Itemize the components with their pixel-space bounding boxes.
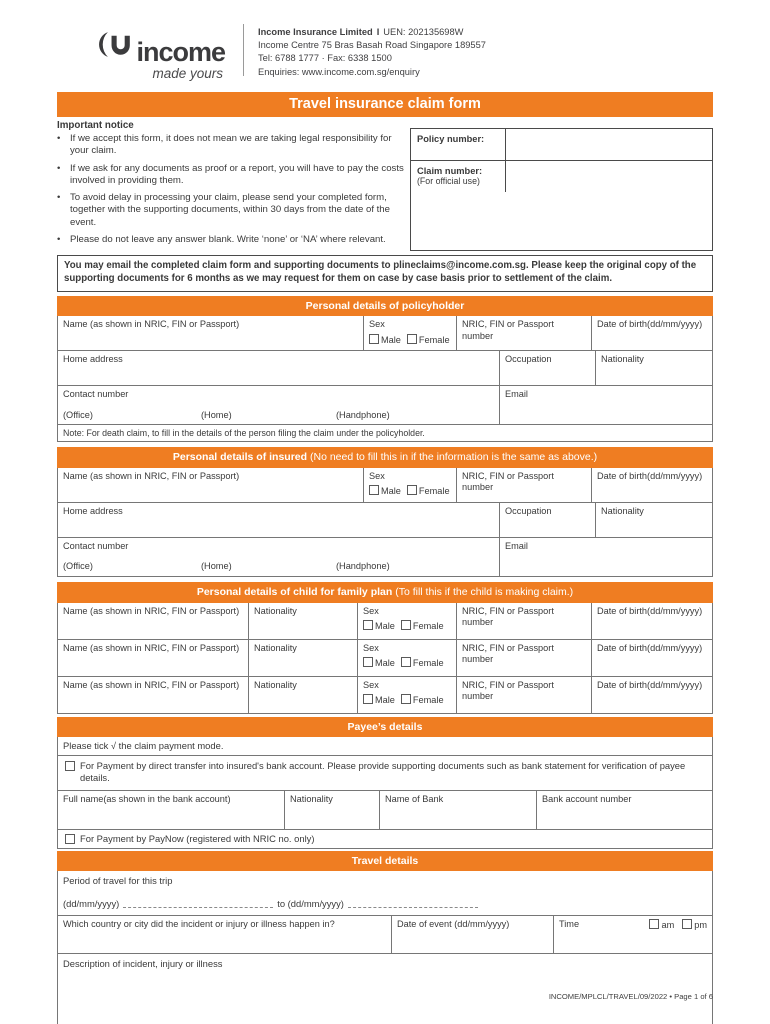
nric-label: NRIC, FIN or Passport number xyxy=(462,319,554,341)
logo-tagline: made yours xyxy=(152,66,223,81)
section-payee xyxy=(57,717,713,849)
child-row xyxy=(58,639,712,676)
nationality-label: Nationality xyxy=(601,505,644,516)
company-name: Income Insurance Limited xyxy=(258,27,373,37)
section-title: Travel details xyxy=(351,854,419,867)
email-field[interactable] xyxy=(499,386,712,424)
notice-bullet-text: If we ask for any documents as proof or a report, you will have to pay the costs involved in providing them. xyxy=(70,162,404,186)
home-address-label: Home address xyxy=(63,354,123,365)
sex-label: Sex xyxy=(369,470,385,481)
section-travel-header xyxy=(57,851,713,872)
notice-bullet xyxy=(57,234,409,246)
female-checkbox[interactable] xyxy=(401,657,411,667)
male-label: Male xyxy=(375,695,395,705)
incident-description-field[interactable] xyxy=(58,954,712,1024)
policyholder-contact-row xyxy=(58,385,712,424)
logo-wordmark: income xyxy=(136,37,225,68)
dob-field[interactable] xyxy=(591,603,712,639)
event-date-field[interactable] xyxy=(391,916,553,953)
policy-number-row xyxy=(411,129,712,161)
bank-account-field[interactable] xyxy=(536,791,712,829)
policyholder-note-row xyxy=(58,424,712,441)
dob-field[interactable] xyxy=(591,640,712,676)
payment-mode-instruction: Please tick √ the claim payment mode. xyxy=(63,740,224,752)
male-checkbox[interactable] xyxy=(363,657,373,667)
incident-location-row xyxy=(58,915,712,953)
office-label: (Office) xyxy=(63,409,93,420)
bank-fullname-label: Full name(as shown in the bank account) xyxy=(63,793,231,804)
bullet-icon: • xyxy=(57,192,61,204)
direct-transfer-label: For Payment by direct transfer into insured's bank account. Please provide supporting documents such as bank statement for verification of payee details. xyxy=(80,760,686,784)
dob-label: Date of birth(dd/mm/yyyy) xyxy=(597,679,703,690)
nationality-field[interactable] xyxy=(595,351,712,385)
income-logo-icon xyxy=(94,30,132,64)
nationality-label: Nationality xyxy=(254,642,297,653)
incident-country-label: Which country or city did the incident or injury or illness happen in? xyxy=(63,919,335,930)
section-child xyxy=(57,582,713,714)
handphone-label: (Handphone) xyxy=(336,409,390,420)
nationality-field[interactable] xyxy=(595,503,712,537)
payee-nationality-field[interactable] xyxy=(284,791,379,829)
contact-number-label: Contact number xyxy=(63,540,129,551)
to-date-format-label: to (dd/mm/yyyy) xyxy=(277,898,344,910)
office-label: (Office) xyxy=(63,561,93,572)
end-date-blank[interactable] xyxy=(348,898,478,908)
event-time-field[interactable] xyxy=(553,916,712,953)
notice-bullet xyxy=(57,192,409,229)
nric-field[interactable] xyxy=(456,677,591,713)
female-label: Female xyxy=(418,486,450,497)
male-label: Male xyxy=(375,621,395,631)
travel-period-row xyxy=(58,871,712,915)
email-field[interactable] xyxy=(499,538,712,576)
male-checkbox[interactable] xyxy=(363,620,373,630)
home-address-field[interactable] xyxy=(58,503,499,537)
home-address-label: Home address xyxy=(63,505,123,516)
sex-label: Sex xyxy=(369,319,385,330)
sex-field xyxy=(363,468,456,502)
section-title: Payee’s details xyxy=(347,720,423,733)
section-title: Personal details of child for family plan xyxy=(196,585,393,598)
female-label: Female xyxy=(412,695,444,705)
name-label: Name (as shown in NRIC, FIN or Passport) xyxy=(63,319,240,330)
start-date-blank[interactable] xyxy=(123,898,273,908)
handphone-label: (Handphone) xyxy=(336,561,390,572)
name-field[interactable] xyxy=(58,603,248,639)
nationality-label: Nationality xyxy=(254,679,297,690)
female-label: Female xyxy=(412,621,444,631)
home-address-field[interactable] xyxy=(58,351,499,385)
male-label: Male xyxy=(375,658,395,668)
section-child-header xyxy=(57,582,713,603)
sex-field xyxy=(357,603,456,639)
email-instruction-box: You may email the completed claim form and supporting documents to plineclaims@income.com.sg. Please keep the original copy of the supporting documents for 6 months as we may request for them on case by case basis prior to settlement of the claim. xyxy=(57,255,713,292)
sex-field xyxy=(357,640,456,676)
female-checkbox[interactable] xyxy=(401,620,411,630)
section-insured-header xyxy=(57,447,713,468)
nric-label: NRIC, FIN or Passport number xyxy=(462,605,554,627)
event-date-label: Date of event (dd/mm/yyyy) xyxy=(397,919,510,930)
official-use-box xyxy=(410,128,713,251)
sex-label: Sex xyxy=(363,642,379,653)
notice-bullet xyxy=(57,163,409,188)
child-row xyxy=(58,676,712,713)
name-field[interactable] xyxy=(58,316,363,350)
time-label: Time xyxy=(559,919,580,930)
policy-number-field[interactable] xyxy=(506,129,712,160)
male-checkbox[interactable] xyxy=(363,694,373,704)
home-label: (Home) xyxy=(201,561,232,572)
sex-label: Sex xyxy=(363,605,379,616)
am-label: am xyxy=(661,920,675,931)
section-insured xyxy=(57,447,713,577)
notice-bullet-text: To avoid delay in processing your claim, please send your completed form, together with the supporting documents, within 30 days from the date of the event. xyxy=(70,192,390,228)
email-label: Email xyxy=(505,389,528,400)
female-label: Female xyxy=(412,658,444,668)
occupation-label: Occupation xyxy=(505,354,552,365)
email-label: Email xyxy=(505,540,528,551)
paynow-row xyxy=(58,829,712,848)
paynow-label: For Payment by PayNow (registered with NRIC no. only) xyxy=(80,832,315,844)
name-field[interactable] xyxy=(58,640,248,676)
nric-field[interactable] xyxy=(456,468,591,502)
contact-number-label: Contact number xyxy=(63,389,129,400)
nric-label: NRIC, FIN or Passport number xyxy=(462,642,554,664)
female-checkbox[interactable] xyxy=(407,485,417,495)
notice-bullet-text: Please do not leave any answer blank. Write ‘none’ or ‘NA’ where relevant. xyxy=(70,233,386,245)
paynow-checkbox[interactable] xyxy=(65,834,75,844)
bullet-icon: • xyxy=(57,162,61,174)
female-checkbox[interactable] xyxy=(401,694,411,704)
pm-checkbox[interactable] xyxy=(682,919,692,929)
section-payee-header xyxy=(57,717,713,738)
section-policyholder xyxy=(57,296,713,443)
notice-area xyxy=(57,120,713,251)
bank-name-label: Name of Bank xyxy=(385,793,444,804)
insured-contact-row xyxy=(58,537,712,576)
notice-bullet xyxy=(57,133,409,158)
policy-number-label-text: Policy number: xyxy=(417,134,485,144)
death-claim-note: Note: For death claim, to fill in the details of the person filing the claim under the policyholder. xyxy=(63,428,425,439)
nric-field[interactable] xyxy=(456,316,591,350)
section-subtitle: (No need to fill this in if the information is the same as above.) xyxy=(309,451,598,464)
claim-number-label-text: Claim number: xyxy=(417,166,483,176)
policyholder-address-row xyxy=(58,350,712,385)
occupation-field[interactable] xyxy=(499,351,595,385)
payment-mode-row xyxy=(58,737,712,755)
nationality-field[interactable] xyxy=(248,603,357,639)
dob-field[interactable] xyxy=(591,468,712,502)
nric-field[interactable] xyxy=(456,640,591,676)
female-checkbox[interactable] xyxy=(407,334,417,344)
name-label: Name (as shown in NRIC, FIN or Passport) xyxy=(63,470,240,481)
direct-transfer-checkbox[interactable] xyxy=(65,761,75,771)
official-use-note: (For official use) xyxy=(417,176,480,186)
date-format-label: (dd/mm/yyyy) xyxy=(63,898,120,910)
incident-description-row xyxy=(58,953,712,1024)
section-title: Personal details of policyholder xyxy=(305,299,465,312)
am-checkbox[interactable] xyxy=(649,919,659,929)
company-separator: I xyxy=(376,27,380,37)
child-row xyxy=(58,603,712,639)
policy-number-label xyxy=(411,129,506,160)
dob-field[interactable] xyxy=(591,316,712,350)
nationality-field[interactable] xyxy=(248,677,357,713)
bank-fullname-field[interactable] xyxy=(58,791,284,829)
claim-number-row xyxy=(411,161,712,192)
notice-bullet-text: If we accept this form, it does not mean we are taking legal responsibility for your claim. xyxy=(70,133,392,157)
policyholder-name-row xyxy=(58,316,712,350)
bank-account-label: Bank account number xyxy=(542,793,632,804)
bank-name-field[interactable] xyxy=(379,791,536,829)
contact-number-field[interactable] xyxy=(58,538,499,576)
dob-label: Date of birth(dd/mm/yyyy) xyxy=(597,319,703,330)
bullet-icon: • xyxy=(57,233,61,245)
male-checkbox[interactable] xyxy=(369,334,379,344)
insured-address-row xyxy=(58,502,712,537)
name-field[interactable] xyxy=(58,468,363,502)
claim-number-field[interactable] xyxy=(506,161,712,192)
name-label: Name (as shown in NRIC, FIN or Passport) xyxy=(63,642,240,653)
male-checkbox[interactable] xyxy=(369,485,379,495)
name-label: Name (as shown in NRIC, FIN or Passport) xyxy=(63,679,240,690)
sex-label: Sex xyxy=(363,679,379,690)
company-tel-fax: Tel: 6788 1777 · Fax: 6338 1500 xyxy=(258,53,392,64)
header-divider xyxy=(243,24,244,76)
claim-number-label xyxy=(411,161,506,192)
dob-field[interactable] xyxy=(591,677,712,713)
section-title: Personal details of insured xyxy=(172,451,308,464)
dob-label: Date of birth(dd/mm/yyyy) xyxy=(597,642,703,653)
nric-field[interactable] xyxy=(456,603,591,639)
bullet-icon: • xyxy=(57,133,61,144)
occupation-label: Occupation xyxy=(505,505,552,516)
company-enquiries: Enquiries: www.income.com.sg/enquiry xyxy=(258,66,420,77)
nationality-label: Nationality xyxy=(254,605,297,616)
company-address: Income Centre 75 Bras Basah Road Singapore 189557 xyxy=(258,40,486,51)
nric-label: NRIC, FIN or Passport number xyxy=(462,470,554,493)
nationality-label: Nationality xyxy=(290,793,333,804)
home-label: (Home) xyxy=(201,409,232,420)
pm-label: pm xyxy=(694,920,707,931)
incident-description-label: Description of incident, injury or illness xyxy=(63,958,223,970)
male-label: Male xyxy=(381,486,401,497)
section-subtitle: (To fill this if the child is making claim.) xyxy=(395,585,574,598)
company-uen: UEN: 202135698W xyxy=(383,27,464,37)
contact-number-field[interactable] xyxy=(58,386,499,424)
sex-field xyxy=(363,316,456,350)
dob-label: Date of birth(dd/mm/yyyy) xyxy=(597,605,703,616)
company-info xyxy=(258,24,486,79)
form-title: Travel insurance claim form xyxy=(57,92,713,117)
dob-label: Date of birth(dd/mm/yyyy) xyxy=(597,470,703,481)
travel-period-label: Period of travel for this trip xyxy=(63,875,173,887)
letterhead xyxy=(57,24,713,81)
occupation-field[interactable] xyxy=(499,503,595,537)
name-field[interactable] xyxy=(58,677,248,713)
nric-label: NRIC, FIN or Passport number xyxy=(462,679,554,701)
important-notice xyxy=(57,120,409,251)
sex-field xyxy=(357,677,456,713)
section-policyholder-header xyxy=(57,296,713,317)
bank-details-row xyxy=(58,790,712,829)
female-label: Female xyxy=(418,334,450,345)
income-logo xyxy=(57,24,225,81)
notice-heading: Important notice xyxy=(57,120,134,131)
form-code-footer: INCOME/MPLCL/TRAVEL/09/2022 • Page 1 of 6 xyxy=(548,992,713,1001)
nationality-label: Nationality xyxy=(601,354,644,365)
insured-name-row xyxy=(58,468,712,502)
incident-country-field[interactable] xyxy=(58,916,391,953)
nationality-field[interactable] xyxy=(248,640,357,676)
direct-transfer-row xyxy=(58,755,712,789)
name-label: Name (as shown in NRIC, FIN or Passport) xyxy=(63,605,240,616)
male-label: Male xyxy=(381,334,401,345)
